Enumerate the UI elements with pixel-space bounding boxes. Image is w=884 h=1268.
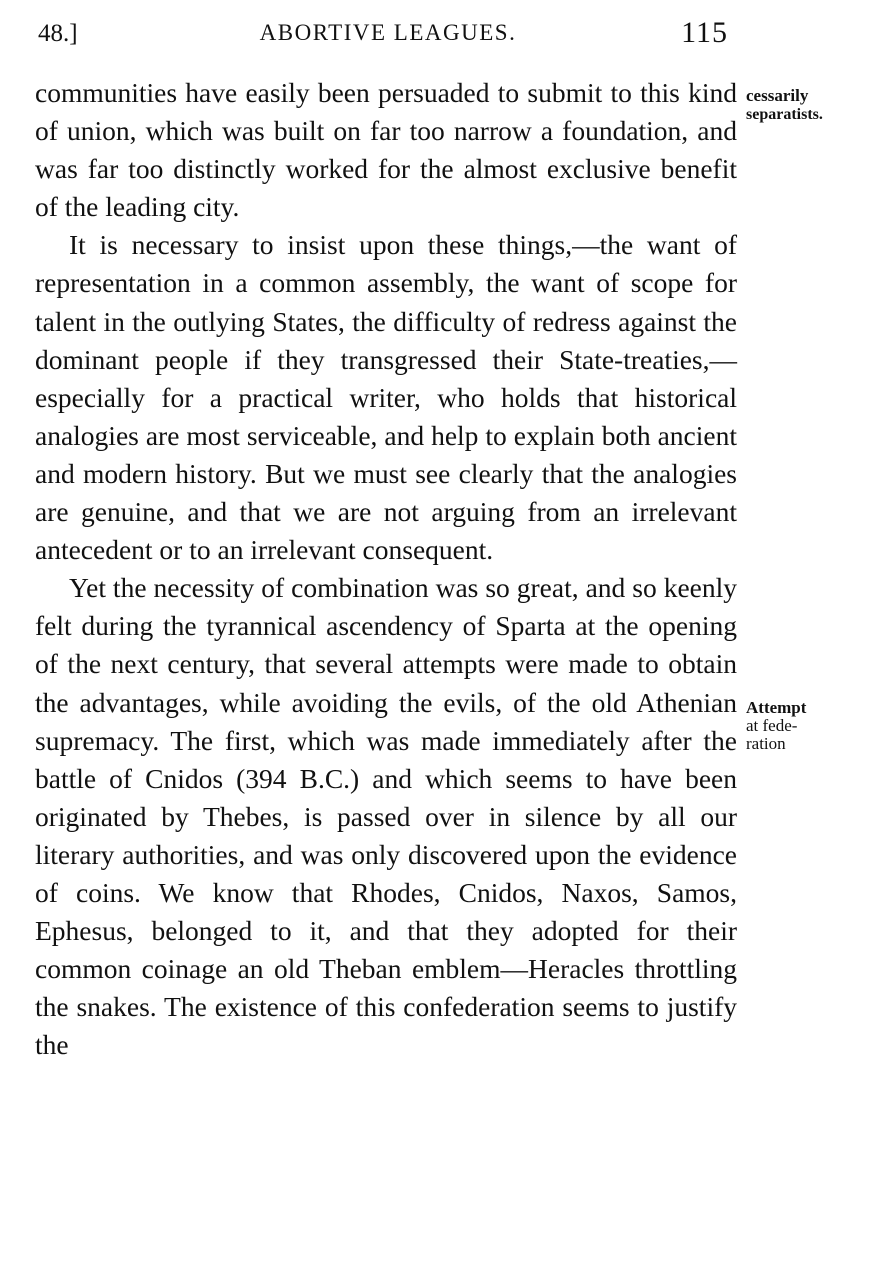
paragraph-1: communities have easily been persuaded to submit to this kind of union, which was built on far too narrow a foundation, and was far too distinctly worked for the almost exclusive benefit of the leading city. <box>35 77 737 223</box>
margin-note-line: separatists. <box>746 106 823 123</box>
running-header <box>38 14 738 54</box>
margin-note-separatists <box>746 86 880 124</box>
margin-note-line: at fede- <box>746 716 798 735</box>
body-text <box>35 74 737 1064</box>
margin-note-federation <box>746 698 880 753</box>
section-number: 48.] <box>38 20 78 47</box>
margin-note-line: ration <box>746 734 786 753</box>
running-title: ABORTIVE LEAGUES. <box>259 20 517 45</box>
page-number: 115 <box>681 16 728 49</box>
paragraph-2: It is necessary to insist upon these things,—the want of representation in a common assembly, the want of scope for talent in the outlying States, the difficulty of redress against the dominant people if they transgressed their State-treaties,—especially for a practical writer, who holds that historical analogies are most serviceable, and help to explain both ancient and modern history. But we must see clearly that the analogies are genuine, and that we are not arguing from an irrelevant antecedent or to an irrelevant consequent. <box>35 229 737 566</box>
margin-note-line: Attempt <box>746 698 807 717</box>
paragraph-3: Yet the necessity of combination was so great, and so keenly felt during the tyrannical ascendency of Sparta at the opening of the next century, that several attempts were made to obtain the advantages, while avoiding the evils, of the old Athenian supremacy. The first, which was made immediately after the battle of Cnidos (394 B.C.) and which seems to have been originated by Thebes, is passed over in silence by all our literary authorities, and was only discovered upon the evidence of coins. We know that Rhodes, Cnidos, Naxos, Samos, Ephesus, belonged to it, and that they adopted for their common coinage an old Theban emblem—Heracles throttling the snakes. The existence of this confederation seems to justify the <box>35 572 737 1061</box>
margin-note-line: cessarily <box>746 86 809 105</box>
